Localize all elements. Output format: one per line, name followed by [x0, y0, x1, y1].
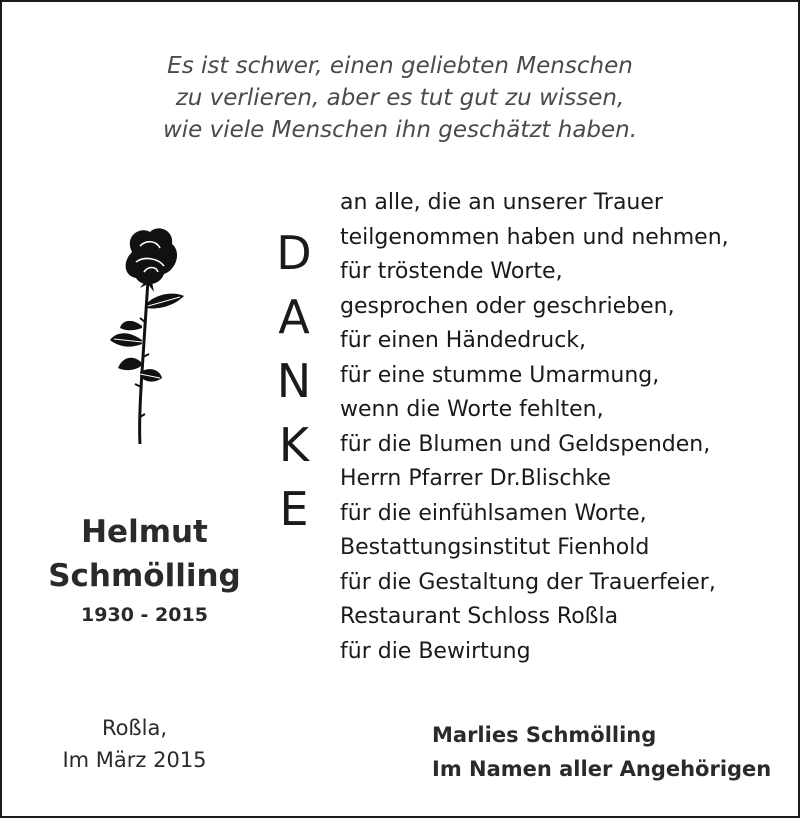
thanks-line: für einen Händedruck,: [340, 328, 587, 353]
thanks-line: für die einfühlsamen Worte,: [340, 500, 647, 526]
thanks-line: Restaurant Schloss Roßla: [340, 604, 619, 629]
deceased-last-name: Schmölling: [48, 558, 241, 594]
signature-name: Marlies Schmölling: [432, 723, 657, 747]
thanks-line: Bestattungsinstitut Fienhold: [340, 535, 650, 560]
danke-letter: E: [279, 482, 309, 536]
danke-letter: N: [276, 354, 312, 408]
thanks-line: an alle, die an unserer Trauer: [340, 190, 663, 215]
deceased-first-name: Helmut: [81, 514, 208, 550]
thanks-line: für die Blumen und Geldspenden,: [340, 431, 711, 457]
deceased-dates: 1930 - 2015: [81, 604, 208, 626]
danke-letter: A: [278, 290, 310, 344]
quote-line: wie viele Menschen ihn geschätzt haben.: [162, 117, 638, 143]
thanks-line: gesprochen oder geschrieben,: [340, 293, 675, 319]
danke-letter: D: [276, 226, 312, 280]
thanks-text: [340, 186, 729, 669]
thanks-line: Herrn Pfarrer Dr.Blischke: [340, 466, 611, 491]
place-date-text: Im März 2015: [62, 748, 207, 772]
deceased-block: [42, 510, 247, 628]
signature-line: Im Namen aller Angehörigen: [432, 757, 772, 781]
quote-line: Es ist schwer, einen geliebten Menschen: [167, 53, 633, 79]
signature-block: [432, 718, 771, 786]
place-city: Roßla,: [101, 716, 168, 740]
quote-block: [2, 50, 798, 146]
quote-line: zu verlieren, aber es tut gut zu wissen,: [175, 85, 625, 111]
rose-icon: [102, 222, 192, 452]
thanks-line: für eine stumme Umarmung,: [340, 362, 660, 388]
thanks-line: wenn die Worte fehlten,: [340, 397, 604, 422]
thanks-line: für die Gestaltung der Trauerfeier,: [340, 569, 716, 595]
thanks-line: für tröstende Worte,: [340, 259, 563, 284]
thanks-line: teilgenommen haben und nehmen,: [340, 224, 729, 250]
danke-letter: K: [278, 418, 310, 472]
place-date: [42, 712, 227, 776]
danke-vertical: [270, 224, 318, 544]
thanks-line: für die Bewirtung: [340, 638, 531, 664]
